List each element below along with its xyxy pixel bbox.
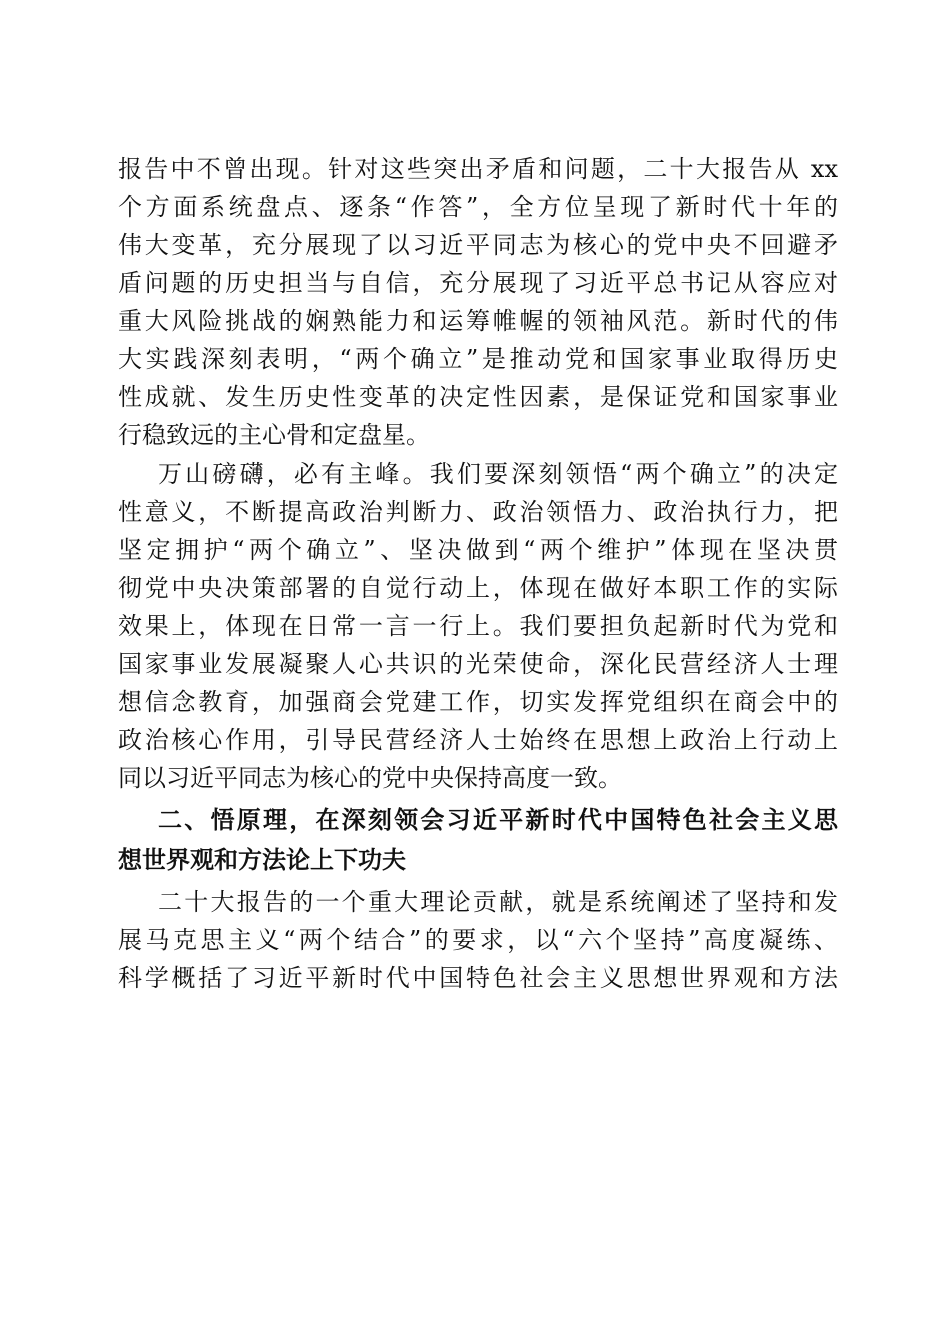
paragraph-2-line-8: 政治核心作用，引导民营经济人士始终在思想上政治上行动上	[118, 726, 838, 754]
paragraph-1-line-4: 盾问题的历史担当与自信，充分展现了习近平总书记从容应对	[118, 269, 838, 297]
paragraph-1-line-6: 大实践深刻表明，“两个确立”是推动党和国家事业取得历史	[118, 345, 838, 373]
paragraph-2-line-2: 性意义，不断提高政治判断力、政治领悟力、政治执行力，把	[118, 498, 838, 526]
paragraph-3-line-3: 科学概括了习近平新时代中国特色社会主义思想世界观和方法	[118, 964, 838, 992]
paragraph-1-line-2: 个方面系统盘点、逐条“作答”，全方位呈现了新时代十年的	[118, 193, 838, 221]
paragraph-3-line-2: 展马克思主义“两个结合”的要求，以“六个坚持”高度凝练、	[118, 926, 838, 954]
paragraph-2-line-1: 万山磅礴，必有主峰。我们要深刻领悟“两个确立”的决定	[158, 460, 838, 488]
section-heading-line-2: 想世界观和方法论上下功夫	[118, 846, 406, 874]
paragraph-2-line-3: 坚定拥护“两个确立”、坚决做到“两个维护”体现在坚决贯	[118, 536, 838, 564]
paragraph-1-line-5: 重大风险挑战的娴熟能力和运筹帷幄的领袖风范。新时代的伟	[118, 307, 838, 335]
paragraph-1-line-1: 报告中不曾出现。针对这些突出矛盾和问题，二十大报告从 xx	[118, 155, 838, 183]
paragraph-2-line-6: 国家事业发展凝聚人心共识的光荣使命，深化民营经济人士理	[118, 650, 838, 678]
paragraph-1-line-8: 行稳致远的主心骨和定盘星。	[118, 421, 430, 449]
paragraph-2-line-4: 彻党中央决策部署的自觉行动上，体现在做好本职工作的实际	[118, 574, 838, 602]
paragraph-2-line-7: 想信念教育，加强商会党建工作，切实发挥党组织在商会中的	[118, 688, 838, 716]
paragraph-3-line-1: 二十大报告的一个重大理论贡献，就是系统阐述了坚持和发	[158, 888, 838, 916]
section-heading-line-1: 二、悟原理，在深刻领会习近平新时代中国特色社会主义思	[158, 806, 838, 834]
paragraph-1-line-3: 伟大变革，充分展现了以习近平同志为核心的党中央不回避矛	[118, 231, 838, 259]
paragraph-2-line-5: 效果上，体现在日常一言一行上。我们要担负起新时代为党和	[118, 612, 838, 640]
paragraph-2-line-9: 同以习近平同志为核心的党中央保持高度一致。	[118, 764, 622, 792]
paragraph-1-line-7: 性成就、发生历史性变革的决定性因素，是保证党和国家事业	[118, 383, 838, 411]
